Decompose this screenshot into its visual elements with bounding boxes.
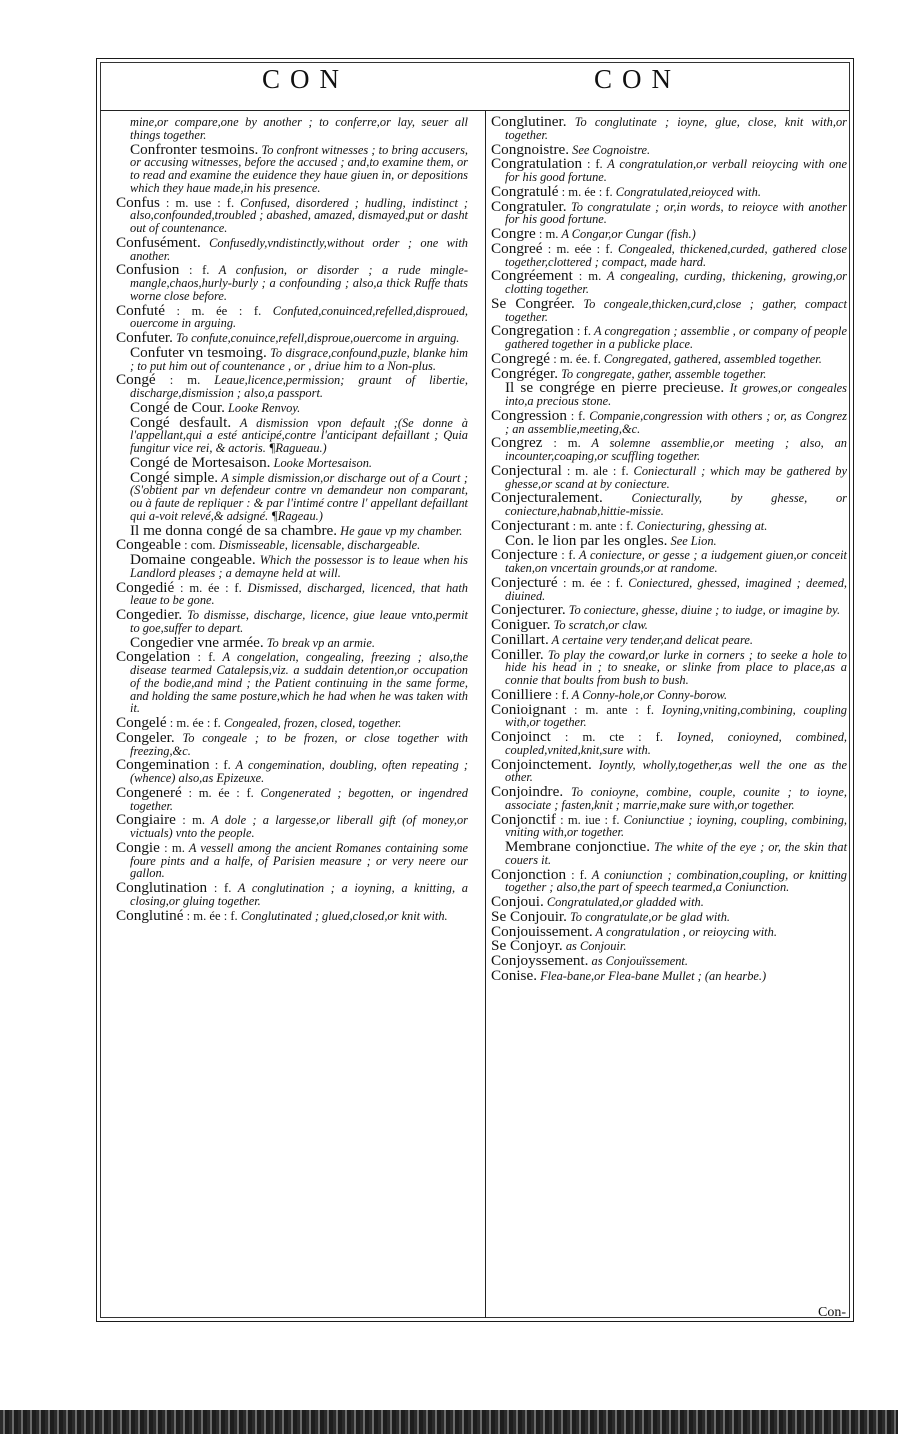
running-head-left: CON: [262, 64, 350, 94]
dictionary-entry: [491, 810, 847, 840]
entry-grammar: : f.: [551, 687, 569, 702]
entry-definition: To coniecture, ghesse, diuine ; to iudge, or imagine by.: [565, 603, 841, 618]
entry-grammar: : m. ée : f.: [166, 716, 221, 730]
entry-definition: A Congar,or Cungar (fish.): [558, 227, 696, 241]
dictionary-entry: [116, 578, 468, 608]
entry-headword: Se Conjoyr.: [491, 937, 563, 955]
entry-headword: Conioignant: [491, 700, 567, 718]
entry-definition: See Lion.: [667, 533, 717, 548]
entry-headword: Conjoyssement.: [491, 952, 589, 969]
dictionary-entry: [491, 434, 847, 463]
dictionary-entry: [491, 546, 847, 575]
entry-grammar: : m.: [535, 227, 559, 241]
entry-definition: To congeale ; to be frozen, or close together with freezing,&c.: [130, 730, 468, 758]
entry-headword: Se Conjouir.: [491, 907, 567, 925]
dictionary-entry: [491, 838, 848, 867]
right-column: [491, 113, 848, 985]
entry-headword: Congréement: [491, 267, 573, 285]
entry-headword: Congé de Cour.: [130, 398, 225, 416]
entry-definition: Congealed, thickened,curded, gathered close together,clottered ; compact, made hard.: [505, 241, 848, 269]
entry-definition: Confusedly,vndistinctly,without order ; one with another.: [130, 235, 468, 263]
dictionary-entry: [116, 413, 468, 455]
entry-definition: mine,or compare,one by another ; to conferre,or lay, seuer all things together.: [130, 115, 468, 142]
entry-headword: Congeler.: [116, 728, 175, 746]
left-column: [116, 116, 468, 924]
entry-grammar: : m. cte : f.: [550, 730, 663, 744]
entry-headword: Congratulation: [491, 155, 583, 173]
entry-grammar: : m. ée : f.: [183, 908, 238, 923]
entry-definition: Leaue,licence,permission; graunt of libertie, discharge,dismission ; also,a passport.: [130, 373, 468, 400]
entry-grammar: : m. ée : f.: [174, 580, 242, 595]
dictionary-entry: [116, 648, 468, 716]
dictionary-entry: [116, 606, 468, 635]
entry-definition: Dismisseable, licensable, dischargeable.: [215, 538, 421, 553]
entry-definition: Ioyned, conioyned, combined, coupled,vnited,knit,sure with.: [505, 730, 847, 757]
entry-grammar: : m.: [155, 373, 201, 388]
entry-definition: A coniunction ; combination,coupling, or knitting together ; also,the part of speech tearmed,a Coniunction.: [505, 867, 847, 895]
entry-headword: Congrez: [491, 434, 543, 452]
entry-headword: Congé desfault.: [130, 413, 232, 431]
entry-definition: To conioyne, combine, couple, counite ; to ioyne, associate ; fasten,knit ; marrie,make sure with,or together.: [505, 785, 847, 812]
entry-headword: Congiaire: [116, 811, 176, 829]
entry-definition: Dismissed, discharged, licenced, that hath leaue to be gone.: [130, 580, 468, 608]
entry-definition: Congregated, gathered, assembled together.: [600, 351, 822, 366]
entry-definition: A dole ; a largesse,or liberall gift (of money,or victuals) vnto the people.: [130, 813, 468, 840]
entry-definition: To confront witnesses ; to bring accusers, or accusing witnesses, before the accused ; and,to examine them, or to read and examine the euidence they haue giuen in, or depositions which they haue made,in his presence.: [130, 142, 468, 195]
dictionary-entry: [491, 225, 847, 242]
entry-headword: Congression: [491, 406, 567, 424]
entry-definition: To play the coward,or lurke in corners ; to seeke a hole to hide his head in ; to sneake, or slinke from place to place,as a connie that boults from bush to bush.: [505, 647, 847, 687]
entry-definition: A simple dismission,or discharge out of a Court ; (S'obtient par vn defendeur contre vn demandeur non comparant, ou à faute de repliquer : & par l'intimé contre l' appellant defaillant qui a-voit relevé,& adsigné. ¶Rageau.): [130, 470, 468, 523]
entry-headword: Conjoindre.: [491, 783, 564, 800]
dictionary-entry: [116, 838, 468, 881]
entry-definition: Which the possessor is to leaue when his Landlord pleases ; a demayne held at will.: [130, 553, 468, 580]
header-rule: [100, 110, 850, 111]
entry-definition: To disgrace,confound,puzle, blanke him ; to put him out of countenance , or , driue him to a Non-plus.: [130, 345, 469, 373]
entry-headword: Il se congrége en pierre precieuse.: [505, 379, 725, 397]
entry-definition: To congratulate ; or,in words, to reioyce with another for his good fortune.: [505, 199, 847, 227]
dictionary-entry: [491, 155, 848, 184]
entry-definition: To break vp an armie.: [263, 635, 375, 650]
entry-headword: Conjouissement.: [491, 922, 593, 940]
entry-grammar: : m. ante : f.: [566, 702, 655, 717]
entry-definition: A dismission vpon default ;(Se donne à l'appellant,qui a esté anticipé,contre l'anticipant defaillant ; Quia fungitur vice rei, & actoris. ¶Ragueau.): [130, 415, 468, 455]
entry-grammar: : m. ée : f.: [181, 785, 254, 800]
dictionary-entry: [491, 239, 848, 269]
dictionary-entry: [491, 113, 847, 142]
entry-definition: Congealed, frozen, closed, together.: [220, 716, 402, 730]
dictionary-entry: [116, 783, 468, 813]
entry-headword: Congeneré: [116, 783, 182, 801]
entry-headword: Congratuler.: [491, 197, 567, 215]
entry-headword: Congie: [116, 838, 160, 856]
entry-headword: Confuté: [116, 301, 165, 319]
entry-headword: Conjecturalement.: [491, 489, 603, 507]
entry-grammar: : f.: [179, 263, 210, 278]
entry-definition: Coniecturall ; which may be gathered by ghesse,or scand at by coniecture.: [505, 463, 847, 491]
entry-grammar: : m. ée : f.: [164, 303, 262, 318]
dictionary-entry: [116, 140, 468, 195]
entry-grammar: : f.: [566, 867, 587, 882]
entry-definition: A solemne assemblie,or meeting ; also, an incounter,coaping,or scuffling together.: [505, 436, 847, 463]
entry-headword: Confusément.: [116, 233, 201, 251]
entry-definition: To confute,conuince,refell,disproue,ouercome in arguing.: [172, 331, 460, 345]
dictionary-entry: [116, 551, 468, 580]
entry-headword: Confuter vn tesmoing.: [130, 343, 267, 361]
entry-definition: See Cognoistre.: [569, 142, 651, 157]
column-divider: [485, 110, 486, 1318]
entry-headword: Congedié: [116, 578, 175, 596]
entry-headword: Congregation: [491, 322, 574, 340]
entry-definition: Confused, disordered ; hudling, indistinct ; also,confounded,troubled ; abashed, amazed, dismayed,put or dasht out of countenance.: [130, 195, 468, 235]
entry-definition: Congenerated ; begotten, or ingendred together.: [130, 785, 468, 813]
entry-headword: Confusion: [116, 261, 180, 279]
dictionary-entry: [491, 700, 847, 730]
entry-headword: Conjonction: [491, 865, 567, 883]
dictionary-entry: [491, 322, 847, 351]
entry-grammar: : m. iue : f.: [555, 812, 620, 827]
entry-definition: To conglutinate ; ioyne, glue, close, knit with,or together.: [505, 115, 847, 142]
entry-headword: Conglutiné: [116, 906, 184, 924]
entry-definition: A vessell among the ancient Romanes containing some foure pints and a halfe, of Parisien measure ; or very neere our gallon.: [130, 840, 468, 881]
entry-definition: Coniectured, ghessed, imagined ; deemed, diuined.: [505, 575, 847, 603]
entry-grammar: : f.: [190, 650, 216, 665]
entry-definition: A congregation ; assemblie , or company of people gathered together in a publicke place.: [505, 324, 847, 351]
entry-headword: Confronter tesmoins.: [130, 140, 259, 158]
entry-definition: The white of the eye ; or, the skin that couers it.: [505, 840, 848, 867]
entry-definition: Flea-bane,or Flea-bane Mullet ; (an hearbe.): [537, 968, 767, 983]
entry-grammar: : f.: [209, 758, 231, 773]
dictionary-entry: [116, 811, 468, 840]
entry-headword: Conglutiner.: [491, 113, 567, 130]
entry-definition: Congratulated,or gladded with.: [543, 895, 704, 909]
entry-headword: Coniller.: [491, 645, 544, 663]
entry-definition: A conglutination ; a ioyning, a knitting, a closing,or gluing together.: [130, 881, 468, 908]
entry-headword: Congregé: [491, 349, 551, 367]
entry-grammar: : m. ée. f.: [550, 351, 601, 366]
entry-headword: Coniguer.: [491, 616, 551, 633]
entry-definition: A Conny-hole,or Conny-borow.: [568, 687, 728, 702]
dictionary-entry: [116, 371, 468, 400]
entry-definition: Coniecturally, by ghesse, or coniecture,habnab,hittie-missie.: [505, 491, 847, 518]
entry-definition: Ioyning,vniting,combining, coupling with,or together.: [505, 702, 847, 730]
dictionary-entry: [491, 865, 847, 895]
dictionary-entry: [116, 879, 468, 908]
entry-definition: A congratulation , or reioycing with.: [592, 924, 777, 939]
entry-definition: as Conjouïssement.: [588, 954, 688, 968]
entry-headword: Conjoui.: [491, 893, 544, 910]
entry-headword: Congre: [491, 225, 536, 242]
entry-headword: Congréger.: [491, 364, 559, 382]
entry-grammar: : m.: [572, 269, 602, 284]
entry-definition: To congeale,thicken,curd,close ; gather, compact together.: [505, 296, 847, 324]
entry-headword: Confus: [116, 193, 160, 211]
entry-headword: Conilliere: [491, 685, 552, 703]
entry-headword: Conjoinct: [491, 728, 551, 745]
entry-definition: To congregate, gather, assemble together.: [558, 366, 767, 381]
entry-headword: Congé de Mortesaison.: [130, 453, 271, 471]
entry-headword: Con. le lion par les ongles.: [505, 531, 668, 549]
entry-headword: Congedier vne armée.: [130, 633, 264, 651]
dictionary-entry: [491, 406, 847, 436]
entry-definition: A congelation, congealing, freezing ; also,the disease tearmed Catalepsis,viz. a suddain detention,or occupation of the bodie,and mind ; the Patient continuing in the same forme, and holding the same posture,which he had when he was taken with it.: [130, 650, 468, 716]
dictionary-entry: [116, 261, 469, 303]
entry-grammar: : com.: [180, 538, 216, 553]
entry-grammar: : f.: [557, 548, 576, 563]
scan-edge-band: [0, 1410, 898, 1434]
dictionary-entry: [491, 630, 847, 648]
dictionary-entry: [491, 966, 847, 984]
entry-headword: Conjoinctement.: [491, 755, 592, 773]
dictionary-entry: [116, 468, 468, 523]
entry-headword: Congreé: [491, 239, 543, 257]
entry-definition: To congratulate,or be glad with.: [566, 909, 730, 924]
entry-headword: Conglutination: [116, 879, 208, 896]
entry-headword: Conjecturer.: [491, 601, 566, 619]
entry-headword: Confuter.: [116, 329, 173, 346]
dictionary-entry: [491, 952, 847, 969]
entry-headword: Conjonctif: [491, 810, 556, 828]
entry-grammar: : m. ale : f.: [561, 463, 629, 478]
entry-grammar: : m.: [542, 436, 581, 451]
entry-headword: Il me donna congé de sa chambre.: [130, 521, 338, 539]
entry-definition: It growes,or congeales into,a precious stone.: [505, 381, 848, 408]
entry-headword: Congé: [116, 371, 156, 389]
entry-headword: Congeable: [116, 536, 181, 554]
entry-headword: Conillart.: [491, 630, 549, 648]
entry-definition: Coniunctiue ; ioyning, coupling, combining, vniting with,or together.: [505, 812, 847, 840]
dictionary-entry: [491, 728, 847, 757]
dictionary-entry: [116, 193, 468, 235]
dictionary-entry: [491, 645, 847, 687]
entry-headword: Congemination: [116, 756, 210, 774]
dictionary-entry: [491, 573, 847, 603]
entry-grammar: : m. ée : f.: [557, 575, 623, 590]
entry-headword: Congedier.: [116, 606, 183, 623]
dictionary-entry: [116, 906, 468, 924]
entry-definition: Coniecturing, ghessing at.: [633, 518, 768, 533]
entry-definition: Ioyntly, wholly,together,as well the one as the other.: [505, 757, 847, 785]
entry-headword: Conjectural: [491, 461, 562, 479]
entry-headword: Conjecture: [491, 546, 558, 564]
entry-definition: A congemination, doubling, often repeating ; (whence) also,as Epizeuxe.: [130, 758, 469, 785]
entry-headword: Conjecturant: [491, 516, 570, 534]
entry-definition: Confuted,conuinced,refelled,disproued, ouercome in arguing.: [130, 303, 468, 331]
dictionary-entry: [491, 197, 847, 227]
entry-definition: Congratulated,reioyced with.: [612, 184, 761, 199]
dictionary-entry: [116, 233, 468, 263]
entry-definition: A certaine very tender,and delicat peare.: [548, 632, 753, 647]
entry-definition: A congealing, curding, thickening, growing,or clotting together.: [505, 269, 847, 296]
entry-grammar: : m.: [175, 813, 206, 828]
entry-definition: A congratulation,or verball reioycing with one for his good fortune.: [505, 157, 848, 184]
entry-headword: Congelation: [116, 648, 191, 666]
dictionary-entry: [116, 116, 468, 142]
dictionary-entry: [116, 728, 468, 758]
dictionary-entry: [116, 343, 469, 373]
entry-definition: as Conjouir.: [562, 939, 627, 954]
dictionary-entry: [491, 461, 847, 491]
dictionary-entry: [491, 489, 847, 518]
entry-headword: Congé simple.: [130, 468, 219, 486]
entry-definition: A coniecture, or gesse ; a iudgement giuen,or conceit taken,on vncertain grounds,or at randome.: [505, 548, 847, 575]
entry-definition: Looke Renvoy.: [224, 400, 301, 415]
entry-headword: Congratulé: [491, 182, 559, 200]
entry-headword: Conise.: [491, 966, 537, 984]
running-head-right: CON: [594, 64, 682, 94]
entry-grammar: : m. use : f.: [159, 195, 235, 210]
entry-definition: Companie,congression with others ; or, as Congrez ; an assemblie,meeting,&c.: [505, 408, 847, 436]
entry-definition: A confusion, or disorder ; a rude mingle-mangle,chaos,hurly-burly ; a confounding ; also,a thick Ruffe thats worne close before.: [130, 263, 469, 303]
entry-grammar: : m. ée : f.: [558, 184, 613, 199]
dictionary-entry: [491, 267, 847, 296]
dictionary-entry: [491, 783, 847, 812]
entry-headword: Congnoistre.: [491, 140, 570, 158]
entry-headword: Membrane conjonctiue.: [505, 838, 651, 855]
entry-definition: He gaue vp my chamber.: [337, 523, 463, 538]
entry-definition: Conglutinated ; glued,closed,or knit with.: [237, 908, 448, 923]
entry-definition: To scratch,or claw.: [550, 618, 648, 632]
entry-grammar: : f.: [582, 157, 603, 172]
entry-headword: Conjecturé: [491, 573, 558, 591]
entry-grammar: : f.: [566, 408, 586, 423]
entry-grammar: : f.: [573, 324, 592, 339]
entry-grammar: : m.: [159, 840, 185, 855]
entry-definition: To dismisse, discharge, licence, giue leaue vnto,permit to goe,suffer to depart.: [130, 608, 468, 635]
catchword: Con-: [818, 1305, 846, 1320]
entry-headword: Domaine congeable.: [130, 551, 256, 568]
entry-definition: Looke Mortesaison.: [270, 455, 372, 470]
entry-grammar: : m. eée : f.: [542, 241, 613, 256]
entry-grammar: : f.: [207, 881, 232, 895]
dictionary-entry: [116, 756, 469, 785]
dictionary-entry: [491, 379, 848, 408]
entry-headword: Congelé: [116, 714, 167, 731]
entry-headword: Se Congréer.: [491, 294, 575, 312]
entry-grammar: : m. ante : f.: [569, 518, 634, 533]
dictionary-entry: [491, 755, 847, 785]
dictionary-entry: [491, 294, 847, 324]
dictionary-entry: [116, 301, 468, 331]
